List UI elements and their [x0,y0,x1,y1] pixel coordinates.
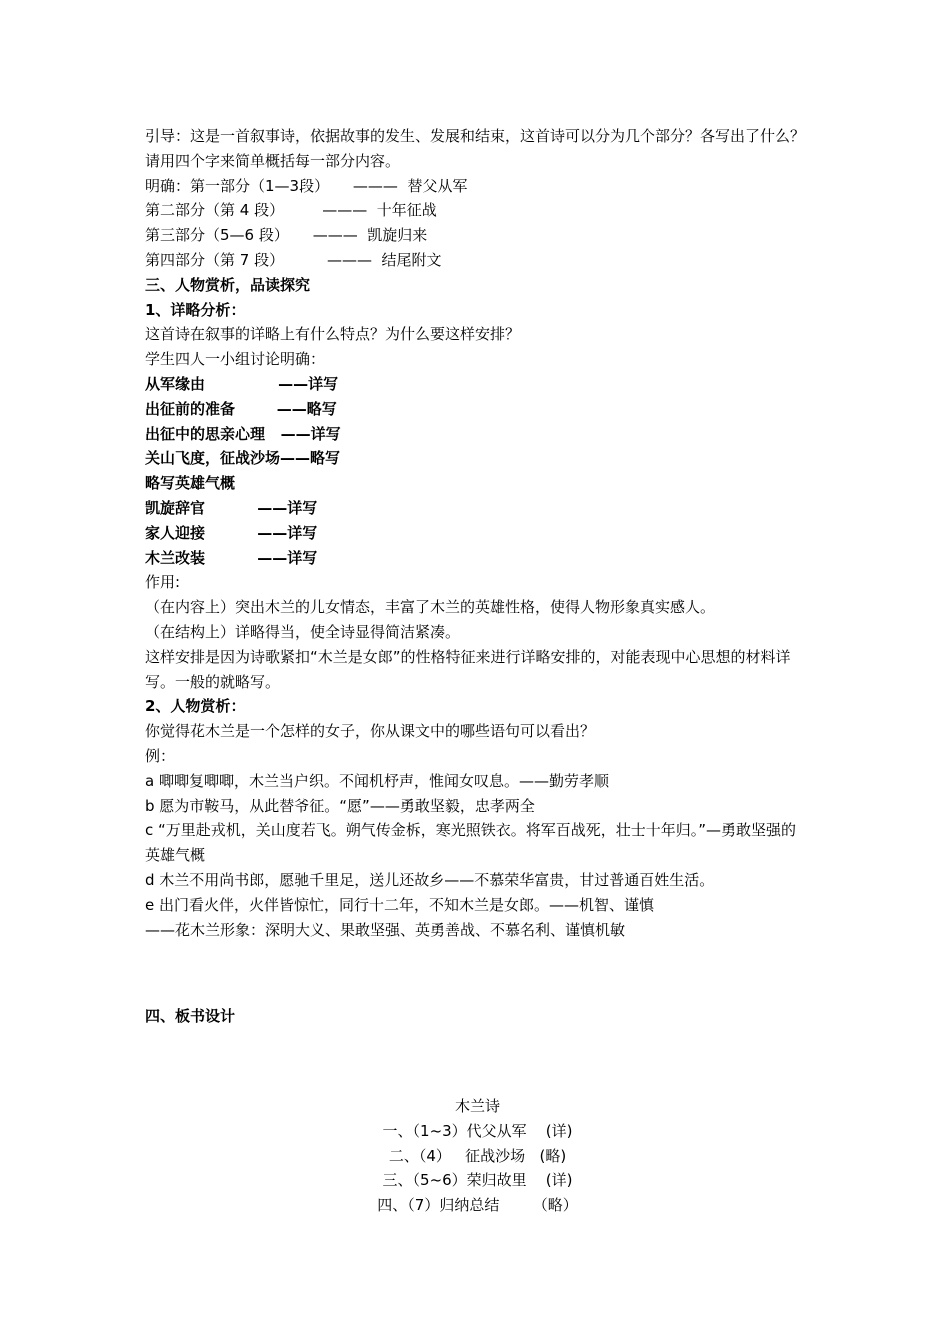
detail-question: 这首诗在叙事的详略上有什么特点？为什么要这样安排？ [145,325,521,344]
effect-content: （在内容上）突出木兰的儿女情态，丰富了木兰的英雄性格，使得人物形象真实感人。 [145,598,716,617]
character-summary: ——花木兰形象：深明大义、果敢坚强、英勇善战、不慕名利、谨慎机敏 [145,920,626,939]
detail-item-5: 略写英雄气概 [145,474,236,493]
board-line-4: 四、（7）归纳总结 （略） [377,1196,578,1215]
example-b: b 愿为市鞍马，从此替爷征。“愿”——勇敢坚毅，忠孝两全 [145,796,535,815]
detail-item-6: 凯旋辞官 ——详写 [145,498,318,517]
detail-item-3: 出征中的思亲心理 ——详写 [145,424,341,443]
detail-item-2: 出征前的准备 ——略写 [145,399,337,418]
detail-item-4: 关山飞度，征战沙场——略写 [145,449,341,468]
part-line-1: 明确：第一部分（1—3段） ——— 替父从军 [145,176,468,195]
example-e: e 出门看火伴，火伴皆惊忙，同行十二年，不知木兰是女郎。——机智、谨慎 [145,895,654,914]
part-line-4: 第四部分（第 7 段） ——— 结尾附文 [145,250,442,269]
document-body [145,124,810,1029]
example-label: 例： [145,746,176,765]
blackboard-design [145,1094,810,1218]
effect-reason: 这样安排是因为诗歌紧扣“木兰是女郎”的性格特征来进行详略安排的，对能表现中心思想的材料详写。一般的就略写。 [145,647,791,691]
guide-paragraph: 引导：这是一首叙事诗，依据故事的发生、发展和结束，这首诗可以分为几个部分？各写出了什么？请用四个字来简单概括每一部分内容。 [145,127,806,170]
part-line-2: 第二部分（第 4 段） ——— 十年征战 [145,201,437,220]
subsection-2-heading: 2、人物赏析： [145,697,246,716]
board-line-2: 二、（4） 征战沙场 (略) [388,1146,567,1165]
character-question: 你觉得花木兰是一个怎样的女子，你从课文中的哪些语句可以看出？ [145,722,596,741]
section-4-heading: 四、板书设计 [145,1007,236,1026]
section-3-heading: 三、人物赏析，品读探究 [145,275,311,294]
detail-item-7: 家人迎接 ——详写 [145,523,318,542]
effect-structure: （在结构上）详略得当，使全诗显得简洁紧凑。 [145,622,461,641]
effect-label: 作用: [145,573,181,592]
example-d: d 木兰不用尚书郎，愿驰千里足，送儿还故乡——不慕荣华富贵，甘过普通百姓生活。 [145,870,715,889]
part-line-3: 第三部分（5—6 段） ——— 凯旋归来 [145,226,428,245]
detail-item-8: 木兰改装 ——详写 [145,548,318,567]
board-line-1: 一、（1~3）代父从军 (详) [382,1121,573,1140]
board-title: 木兰诗 [454,1097,500,1115]
subsection-1-heading: 1、详略分析： [145,300,246,319]
discussion-intro: 学生四人一小组讨论明确： [145,350,326,369]
example-c: c “万里赴戎机，关山度若飞。朔气传金柝，寒光照铁衣。将军百战死，壮士十年归。”—勇敢坚强的英雄气概 [145,821,797,865]
detail-item-1: 从军缘由 ——详写 [145,374,339,393]
example-a: a 唧唧复唧唧，木兰当户织。不闻机杼声，惟闻女叹息。——勤劳孝顺 [145,771,609,790]
board-line-3: 三、（5~6）荣归故里 (详) [382,1171,573,1190]
